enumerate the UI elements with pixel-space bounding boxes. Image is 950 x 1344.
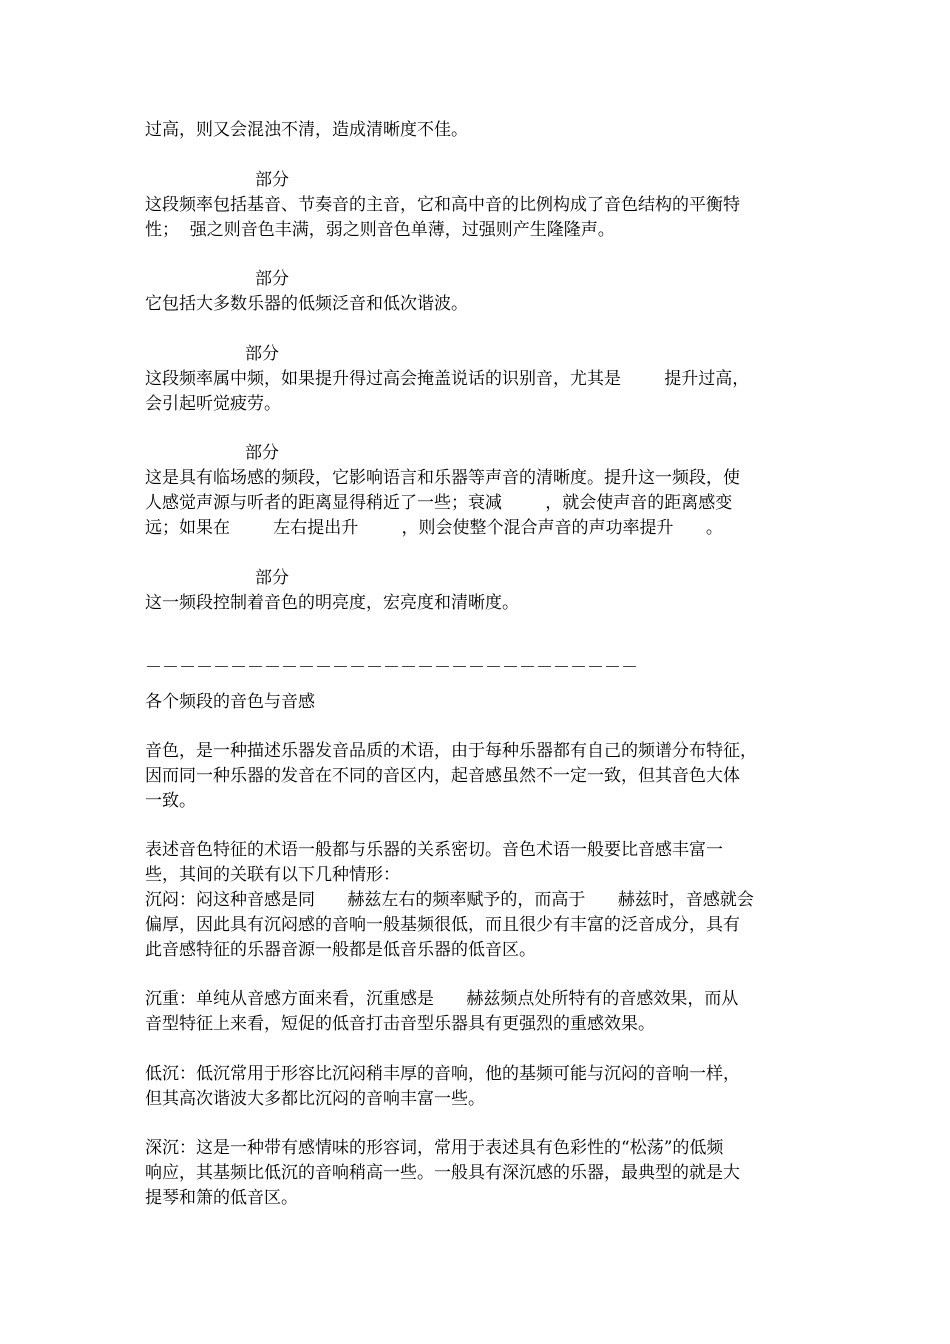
text-line: 性； 强之则音色丰满，弱之则音色单薄，过强则产生隆隆声。 [145, 220, 615, 240]
text-line: 响应，其基频比低沉的音响稍高一些。一般具有深沉感的乐器，最典型的就是大 [145, 1163, 740, 1183]
text-line: 偏厚，因此具有沉闷感的音响一般基频很低，而且很少有丰富的泛音成分，具有 [145, 915, 740, 935]
text-line: 但其高次谐波大多都比沉闷的音响丰富一些。 [145, 1089, 485, 1109]
text-line: 人感觉声源与听者的距离显得稍近了一些；衰减 ，就会使声音的距离感变 [145, 493, 733, 513]
text-line: 远；如果在 左右提出升 ，则会使整个混合声音的声功率提升 。 [145, 518, 723, 538]
section-heading: 部分 [245, 344, 279, 364]
text-line: 音色，是一种描述乐器发音品质的术语，由于每种乐器都有自己的频谱分布特征， [145, 741, 757, 761]
text-line: 表述音色特征的术语一般都与乐器的关系密切。音色术语一般要比音感丰富一 [145, 840, 723, 860]
text-line: 提琴和箫的低音区。 [145, 1188, 298, 1208]
divider-line: －－－－－－－－－－－－－－－－－－－－－－－－－－－－－ [145, 658, 638, 678]
text-line: 这是具有临场感的频段，它影响语言和乐器等声音的清晰度。提升这一频段，使 [145, 468, 740, 488]
section-heading: 部分 [255, 269, 289, 289]
section-heading: 部分 [255, 568, 289, 588]
text-line: 这段频率属中频，如果提升得过高会掩盖说话的识别音，尤其是 提升过高， [145, 369, 750, 389]
text-line: 此音感特征的乐器音源一般都是低音乐器的低音区。 [145, 940, 536, 960]
text-line: 它包括大多数乐器的低频泛音和低次谐波。 [145, 294, 468, 314]
text-line: 沉重：单纯从音感方面来看，沉重感是 赫兹频点处所特有的音感效果，而从 [145, 989, 739, 1009]
text-line: 深沉：这是一种带有感情味的形容词，常用于表述具有色彩性的“松荡”的低频 [145, 1138, 724, 1158]
text-line: 这一频段控制着音色的明亮度，宏亮度和清晰度。 [145, 593, 519, 613]
section-heading: 部分 [245, 443, 279, 463]
text-line: 因而同一种乐器的发音在不同的音区内，起音感虽然不一定一致，但其音色大体 [145, 766, 740, 786]
text-line: 沉闷：闷这种音感是同 赫兹左右的频率赋予的，而高于 赫兹时，音感就会 [145, 890, 754, 910]
text-line: 过高，则又会混浊不清，造成清晰度不佳。 [145, 120, 468, 140]
text-line: 一致。 [145, 791, 196, 811]
section-title: 各个频段的音色与音感 [145, 692, 315, 712]
text-line: 会引起听觉疲劳。 [145, 394, 281, 414]
text-line: 这段频率包括基音、节奏音的主音，它和高中音的比例构成了音色结构的平衡特 [145, 195, 740, 215]
text-line: 低沉：低沉常用于形容比沉闷稍丰厚的音响，他的基频可能与沉闷的音响一样， [145, 1064, 740, 1084]
text-line: 音型特征上来看，短促的低音打击音型乐器具有更强烈的重感效果。 [145, 1014, 655, 1034]
section-heading: 部分 [255, 170, 289, 190]
text-line: 些，其间的关联有以下几种情形： [145, 865, 400, 885]
